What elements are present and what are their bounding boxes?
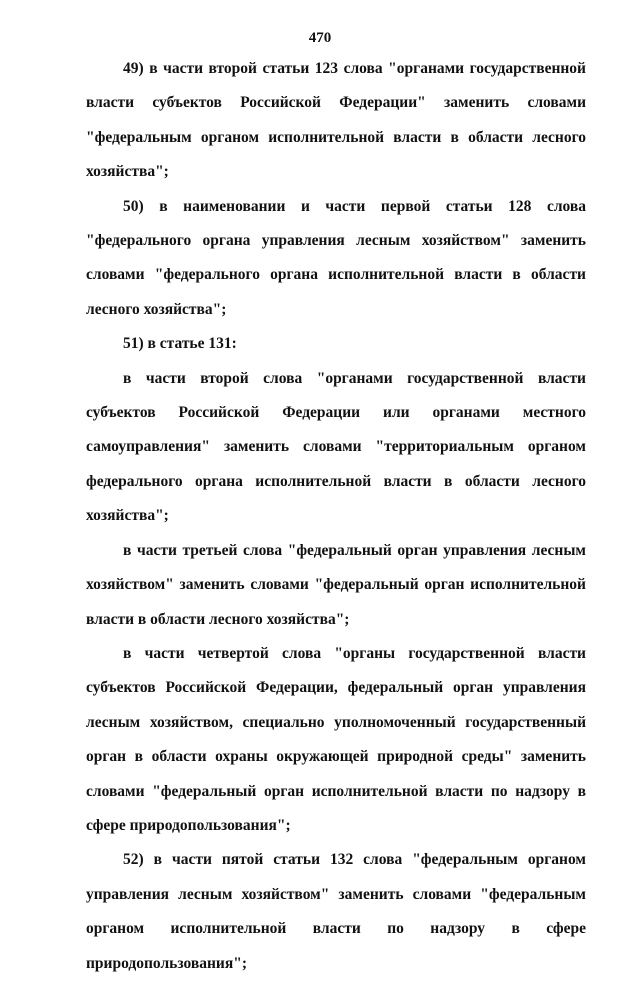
document-body [86, 52, 586, 981]
paragraph-item-51: 51) в статье 131: [123, 335, 237, 353]
paragraph-item-50: 50) в наименовании и части первой статьи 128 слова "федерального органа управления лесным хозяйством" заменить словами "федерального органа исполнительной власти в области лесного хозяйства"; [86, 197, 586, 318]
paragraph-item-49: 49) в части второй статьи 123 слова "органами государственной власти субъектов Российской Федерации" заменить словами "федеральным органом исполнительной власти в области лесного хозяйства"; [86, 60, 586, 181]
page-number: 470 [308, 30, 332, 46]
paragraph-part-two: в части второй слова "органами государственной власти субъектов Российской Федерации или органами местного самоуправления" заменить словами "территориальным органом федерального органа исполнительной власти в области лесного хозяйства"; [86, 369, 586, 525]
paragraph-part-three: в части третьей слова "федеральный орган управления лесным хозяйством" заменить словами "федеральный орган исполнительной власти в области лесного хозяйства"; [86, 541, 586, 628]
paragraph-part-four: в части четвертой слова "органы государственной власти субъектов Российской Федерации, федеральный орган управления лесным хозяйством, специально уполномоченный государственный орган в области охраны окружающей природной среды" заменить словами "федеральный орган исполнительной власти по надзору в сфере природопользования"; [86, 644, 586, 834]
paragraph-item-52: 52) в части пятой статьи 132 слова "федеральным органом управления лесным хозяйством" заменить словами "федеральным органом исполнительной власти по надзору в сфере природопользования"; [86, 851, 586, 972]
